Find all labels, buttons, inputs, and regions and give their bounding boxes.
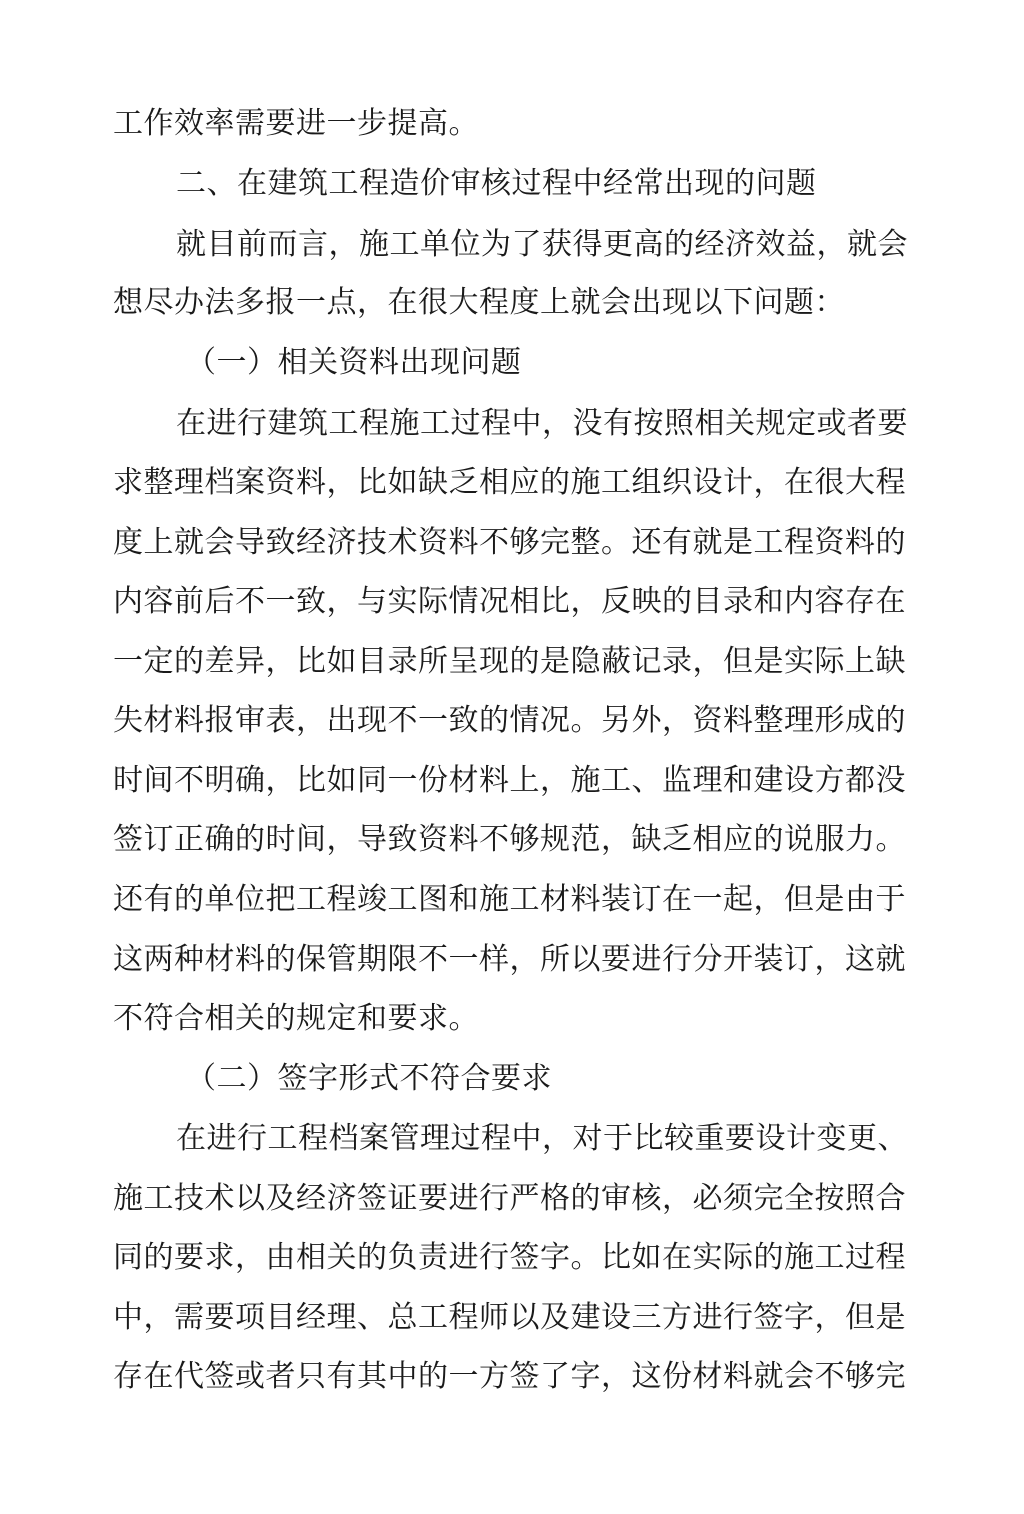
paragraph-line: 签订正确的时间，导致资料不够规范，缺乏相应的说服力。 [113, 822, 906, 857]
paragraph-line: 求整理档案资料，比如缺乏相应的施工组织设计，在很大程 [113, 465, 906, 500]
paragraph-line: 同的要求，由相关的负责进行签字。比如在实际的施工过程 [113, 1240, 906, 1275]
paragraph-line: 在进行建筑工程施工过程中，没有按照相关规定或者要 [176, 406, 908, 441]
paragraph-line: 不符合相关的规定和要求。 [113, 1001, 479, 1036]
paragraph-line: 时间不明确，比如同一份材料上，施工、监理和建设方都没 [113, 763, 906, 798]
paragraph-line: 存在代签或者只有其中的一方签了字，这份材料就会不够完 [113, 1359, 906, 1394]
paragraph-line: 就目前而言，施工单位为了获得更高的经济效益，就会 [176, 227, 908, 262]
paragraph-line: 在进行工程档案管理过程中，对于比较重要设计变更、 [176, 1121, 908, 1156]
section-heading: 二、在建筑工程造价审核过程中经常出现的问题 [176, 166, 817, 201]
paragraph-line: 失材料报审表，出现不一致的情况。另外，资料整理形成的 [113, 703, 906, 738]
paragraph-line: 中，需要项目经理、总工程师以及建设三方进行签字，但是 [113, 1300, 906, 1335]
paragraph-line: 内容前后不一致，与实际情况相比，反映的目录和内容存在 [113, 584, 906, 619]
paragraph-line: 还有的单位把工程竣工图和施工材料装订在一起，但是由于 [113, 882, 906, 917]
paragraph-line: 这两种材料的保管期限不一样，所以要进行分开装订，这就 [113, 942, 906, 977]
subsection-heading: （一）相关资料出现问题 [186, 345, 522, 380]
paragraph-line: 施工技术以及经济签证要进行严格的审核，必须完全按照合 [113, 1181, 906, 1216]
text-line: 工作效率需要进一步提高。 [113, 106, 479, 141]
paragraph-line: 想尽办法多报一点，在很大程度上就会出现以下问题： [113, 285, 845, 320]
paragraph-line: 一定的差异，比如目录所呈现的是隐蔽记录，但是实际上缺 [113, 644, 906, 679]
paragraph-line: 度上就会导致经济技术资料不够完整。还有就是工程资料的 [113, 525, 906, 560]
subsection-heading: （二）签字形式不符合要求 [186, 1061, 552, 1096]
